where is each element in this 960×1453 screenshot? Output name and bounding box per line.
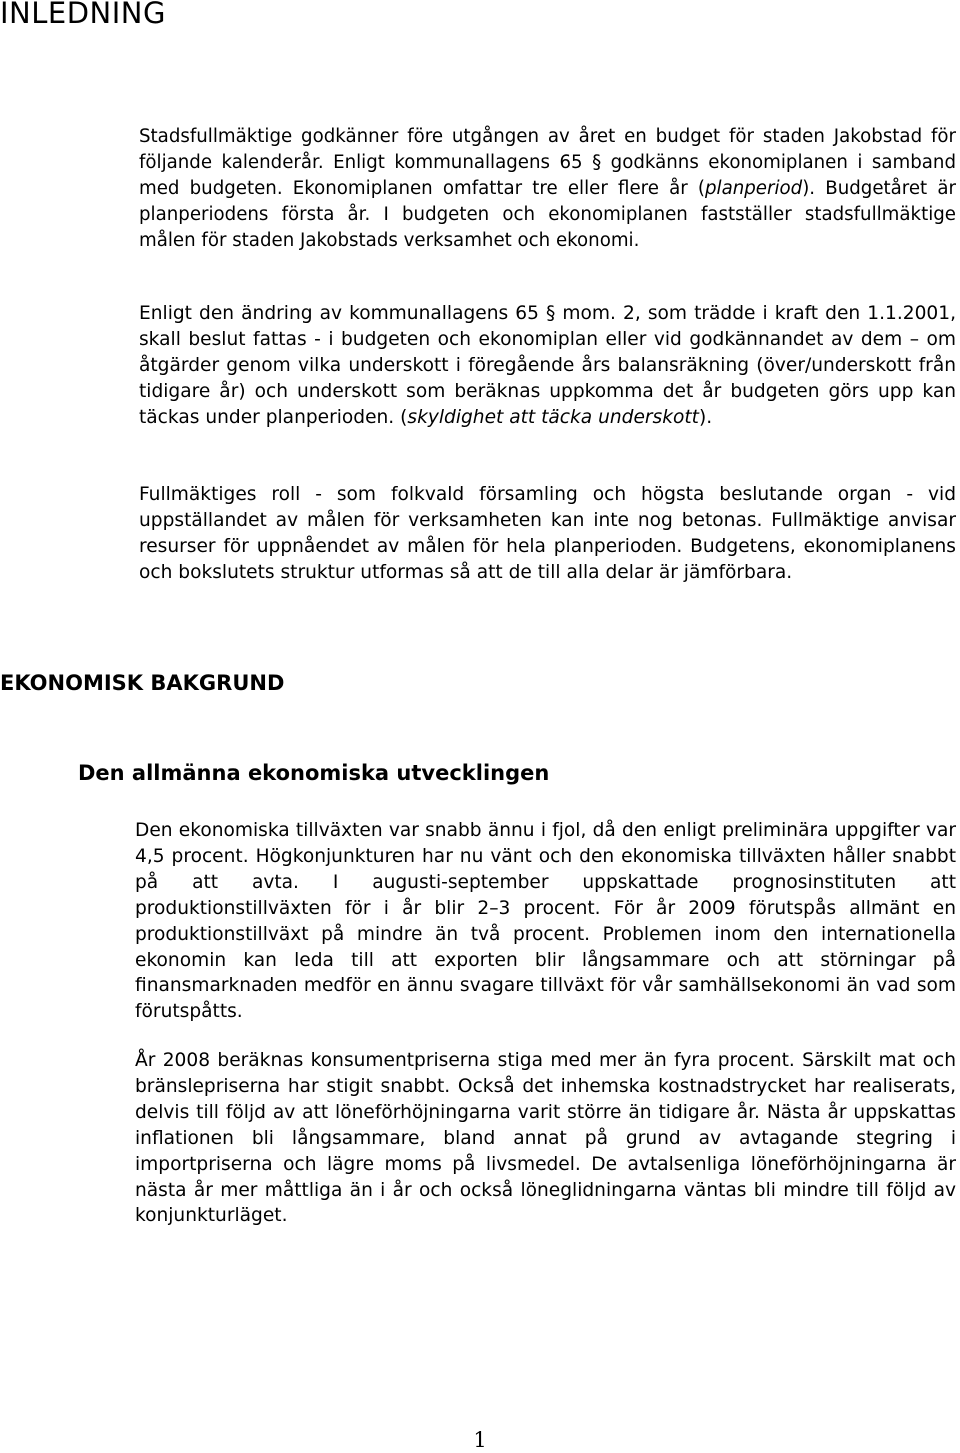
section-sign: § [546, 303, 556, 324]
paragraph-text: ). [698, 406, 713, 428]
paragraph-fullmaktige-roll: Fullmäktiges roll - som folkvald församling och högsta beslutande organ - vid uppställandet av målen för verksamheten kan inte nog betonas. Fullmäktige anvisar resurser för uppnåendet av målen för hela planperioden. Budgetens, ekonomiplanens och bokslutets struktur utformas så att de till alla delar är jämförbara. [139, 484, 956, 583]
paragraph-budget-intro [139, 124, 956, 254]
section-sign: § [592, 151, 602, 173]
page-number: 1 [473, 1428, 487, 1452]
italic-term: planperiod [704, 177, 803, 199]
paragraph-text: Enligt den ändring av kommunallagens 65 [139, 303, 547, 324]
paragraph-text: godkänns ekonomiplanen i samband med budgeten. Ekonomiplanen omfattar tre eller flere år ( [139, 151, 956, 199]
paragraph-consumer-prices: År 2008 beräknas konsumentpriserna stiga med mer än fyra procent. Särskilt mat och bränslepriserna har stigit snabbt. Också det inhemska kostnadstrycket har realiserats, delvis till följd av att löneförhöjningarna varit större än tidigare år. Nästa år uppskattas inflationen bli långsammare, bland annat på grund av avtagande stegring i importpriserna och lägre moms på livsmedel. De avtalsenliga löneförhöjningarna är nästa år mer måttliga än i år och också löneglidningarna väntas bli mindre till följd av konjunkturläget. [135, 1050, 956, 1227]
paragraph-kommunallag-change [139, 301, 956, 431]
subheading-allmanna-utvecklingen: Den allmänna ekonomiska utvecklingen [78, 761, 550, 785]
heading-inledning: INLEDNING [0, 0, 166, 30]
paragraph-text: mom. 2, som trädde i kraft den 1.1.2001, skall beslut fattas - i budgeten och ekonomiplan eller vid godkännandet av dem – om åtgärder genom vilka underskott i föregående års balansräkning (över/underskott från tidigare år) och underskott som beräknas uppkomma det år budgeten görs upp kan täckas under planperioden. ( [139, 303, 956, 428]
heading-ekonomisk-bakgrund: EKONOMISK BAKGRUND [0, 671, 285, 695]
paragraph-text: Stadsfullmäktige godkänner före utgången av året en budget för staden Jakobstad för följande kalenderår. Enligt kommunallagens 65 [139, 126, 956, 173]
paragraph-economic-growth: Den ekonomiska tillväxten var snabb ännu i fjol, då den enligt preliminära uppgifter var 4,5 procent. Högkonjunkturen har nu vänt och den ekonomiska tillväxten håller snabbt på att avta. I augusti-september uppskattade prognosinstituten att produktionstillväxten för i år blir 2–3 procent. För år 2009 förutspås allmänt en produktionstillväxt på mindre än två procent. Problemen inom den internationella ekonomin kan leda till att exporten blir långsammare och att störningar på finansmarknaden medför en ännu svagare tillväxt för vår samhällsekonomi än vad som förutspåtts. [135, 820, 956, 1023]
italic-term: skyldighet att täcka underskott [407, 406, 699, 428]
paragraph-text: ). Budgetåret är planperiodens första år. I budgeten och ekonomiplanen fastställer stadsfullmäktige målen för staden Jakobstads verksamhet och ekonomi. [139, 177, 956, 251]
